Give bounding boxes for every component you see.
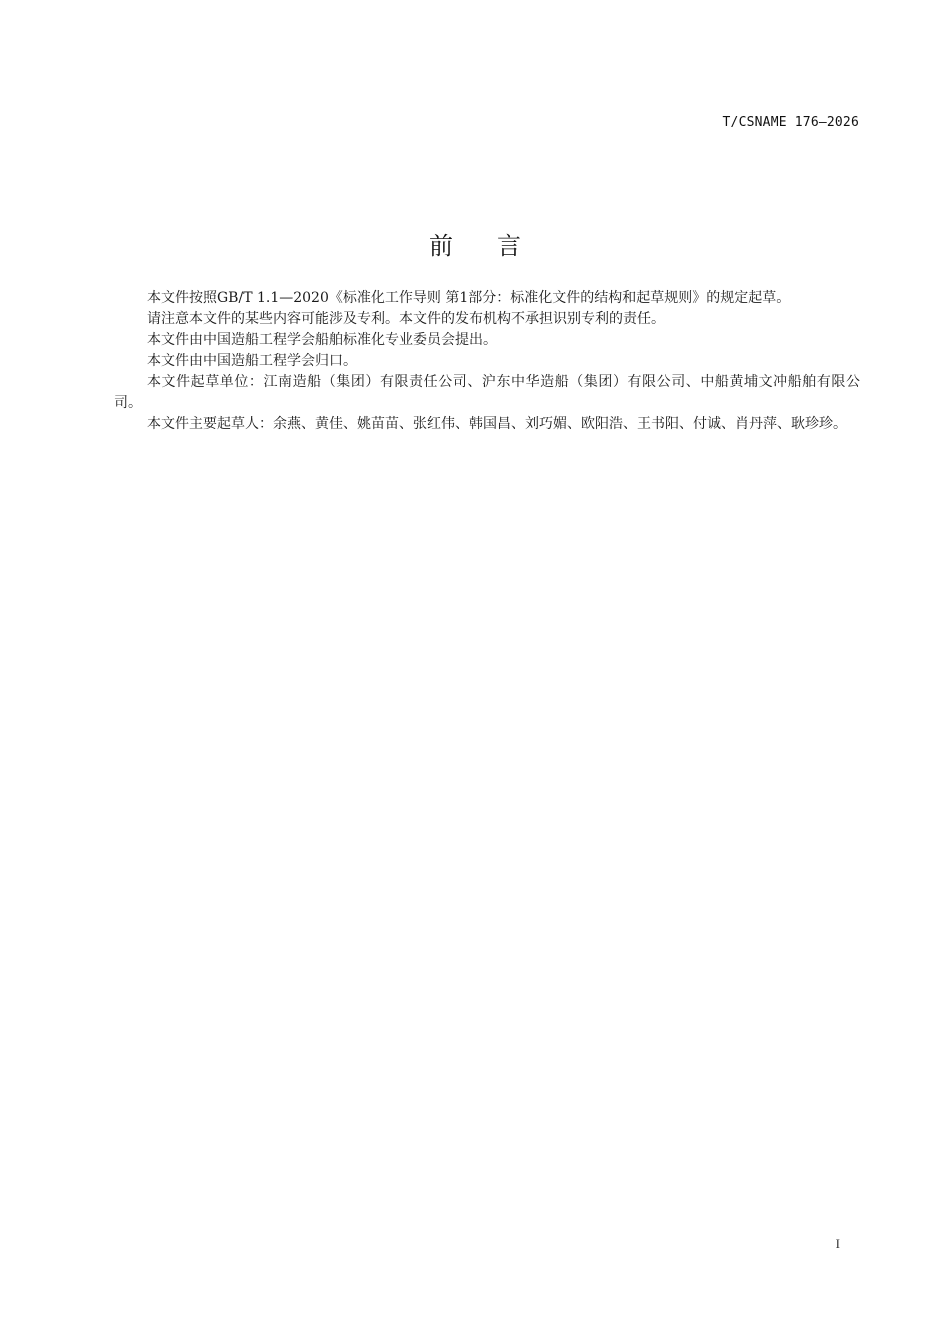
document-number: T/CSNAME 176—2026 xyxy=(722,115,859,130)
paragraph-drafting-basis: 本文件按照GB/T 1.1—2020《标准化工作导则 第1部分：标准化文件的结构和起草规则》的规定起草。 xyxy=(147,290,791,306)
paragraph-drafting-units: 本文件起草单位：江南造船（集团）有限责任公司、沪东中华造船（集团）有限公司、中船黄埔文冲船舶有限公司。 xyxy=(114,374,860,411)
paragraph-centralized-management: 本文件由中国造船工程学会归口。 xyxy=(147,353,357,369)
page-title: 前言 xyxy=(429,232,565,260)
paragraph-drafters: 本文件主要起草人：余燕、黄佳、姚苗苗、张红伟、韩国昌、刘巧媚、欧阳浩、王书阳、付诚、肖丹萍、耿珍珍。 xyxy=(147,416,847,432)
foreword-body xyxy=(114,288,860,435)
paragraph-proposer: 本文件由中国造船工程学会船舶标准化专业委员会提出。 xyxy=(147,332,497,348)
paragraph-patent-notice: 请注意本文件的某些内容可能涉及专利。本文件的发布机构不承担识别专利的责任。 xyxy=(147,311,665,327)
page-number: I xyxy=(835,1236,840,1251)
